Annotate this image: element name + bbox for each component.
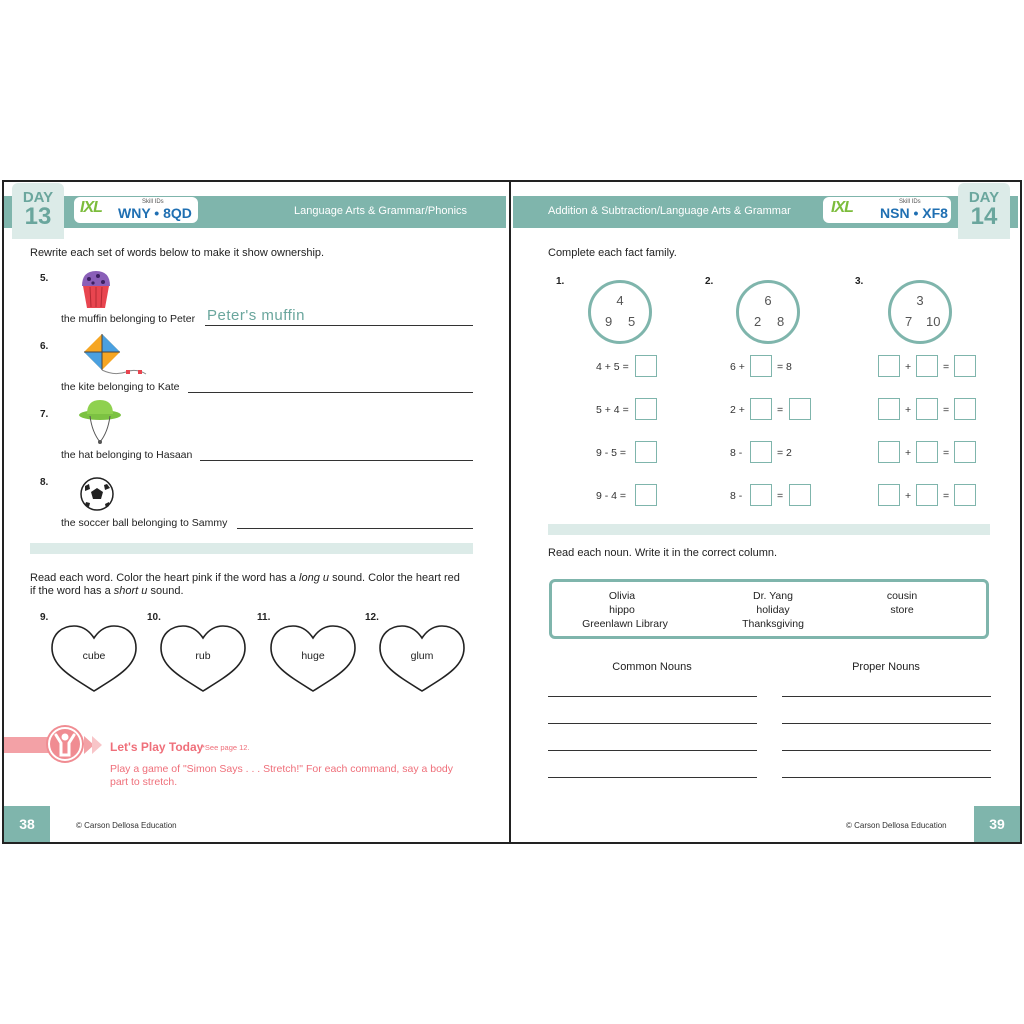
equals-sign: = <box>777 404 784 416</box>
equals-sign: = <box>943 447 950 459</box>
noun-word: store <box>890 604 914 616</box>
heart-instruction: Read each word. Color the heart pink if the word has a long u sound. Color the heart red if the word has a short u sound. <box>30 572 460 597</box>
book-spine <box>509 180 511 844</box>
page-number-left: 38 <box>4 806 50 842</box>
item-number: 8. <box>40 477 49 488</box>
item-label: the muffin belonging to Peter <box>61 313 196 325</box>
equation-text: 8 - <box>730 490 743 502</box>
copyright-right: © Carson Dellosa Education <box>846 821 947 830</box>
equals-sign: = <box>777 490 784 502</box>
day-label: DAY <box>968 189 1000 206</box>
family-number: 2. <box>705 276 714 287</box>
filled-answer: Peter's muffin <box>207 307 305 324</box>
noun-word: Greenlawn Library <box>582 618 668 630</box>
noun-word: holiday <box>756 604 790 616</box>
equation-text: 4 + 5 = <box>596 361 629 373</box>
answer-line[interactable] <box>205 325 473 326</box>
common-noun-line[interactable] <box>548 750 757 751</box>
equation-text: 9 - 4 = <box>596 490 627 502</box>
item-number: 6. <box>40 341 49 352</box>
equals-sign: = <box>943 361 950 373</box>
fact-left-number: 2 <box>754 314 762 329</box>
play-title: Let's Play Today <box>110 740 204 754</box>
equation-text: 8 - <box>730 447 743 459</box>
answer-box[interactable] <box>750 398 772 420</box>
ixl-skill-box[interactable] <box>74 197 198 223</box>
answer-box[interactable] <box>878 441 900 463</box>
skill-codes: WNY • 8QD <box>118 205 192 221</box>
answer-box[interactable] <box>789 484 811 506</box>
day-number: 13 <box>24 203 52 230</box>
day-label: DAY <box>22 189 54 206</box>
equals-sign: = <box>943 404 950 416</box>
heart-word: glum <box>410 650 434 662</box>
heart-word: rub <box>195 650 211 662</box>
section-title: Language Arts & Grammar/Phonics <box>294 205 468 217</box>
noun-word: Dr. Yang <box>753 590 793 602</box>
item-number: 5. <box>40 273 49 284</box>
proper-nouns-header: Proper Nouns <box>852 661 920 673</box>
item-label: the hat belonging to Hasaan <box>61 449 193 461</box>
possessive-instruction: Rewrite each set of words below to make it show ownership. <box>30 247 325 259</box>
common-noun-line[interactable] <box>548 777 757 778</box>
stretch-person-icon <box>46 725 84 763</box>
fact-left-number: 7 <box>905 314 913 329</box>
day-14-tab <box>958 183 1010 239</box>
heart-number: 12. <box>365 612 379 623</box>
noun-word: hippo <box>609 604 635 616</box>
ixl-logo: IXL <box>80 199 102 216</box>
equation-text: 9 - 5 = <box>596 447 627 459</box>
equation-text: 5 + 4 = <box>596 404 629 416</box>
common-nouns-header: Common Nouns <box>612 661 692 673</box>
heart-number: 9. <box>40 612 49 623</box>
fact-circle <box>588 280 652 344</box>
heart-word: cube <box>82 650 106 662</box>
heart-number: 11. <box>257 612 271 623</box>
proper-noun-line[interactable] <box>782 750 991 751</box>
item-label: the soccer ball belonging to Sammy <box>61 517 228 529</box>
fact-top-number: 6 <box>764 293 772 308</box>
noun-word: Olivia <box>608 590 636 602</box>
fact-right-number: 8 <box>777 314 785 329</box>
answer-line[interactable] <box>188 392 473 393</box>
answer-box[interactable] <box>916 484 938 506</box>
answer-box[interactable] <box>878 398 900 420</box>
ixl-skill-box[interactable] <box>823 197 951 223</box>
skill-ids-label: Skill IDs <box>899 199 921 205</box>
section-divider <box>548 524 990 535</box>
answer-box[interactable] <box>916 441 938 463</box>
page-number-right: 39 <box>974 806 1020 842</box>
answer-box[interactable] <box>635 441 657 463</box>
equation-text: 2 + <box>730 404 745 416</box>
equation-text: = 2 <box>777 447 792 459</box>
play-icon-circle <box>46 725 84 763</box>
skill-codes: NSN • XF8 <box>880 205 948 221</box>
skill-ids-label: Skill IDs <box>142 199 164 205</box>
day-number: 14 <box>970 203 998 230</box>
muffin-icon <box>76 268 116 310</box>
fact-top-number: 3 <box>916 293 924 308</box>
answer-box[interactable] <box>750 355 772 377</box>
copyright-left: © Carson Dellosa Education <box>76 821 177 830</box>
proper-noun-line[interactable] <box>782 723 991 724</box>
item-label: the kite belonging to Kate <box>61 381 180 393</box>
answer-box[interactable] <box>954 355 976 377</box>
play-text: Play a game of "Simon Says . . . Stretch!" For each command, say a body part to stretch. <box>110 763 454 788</box>
play-note: *See page 12. <box>202 743 250 752</box>
plus-sign: + <box>905 490 912 502</box>
common-noun-line[interactable] <box>548 723 757 724</box>
fact-family-instruction: Complete each fact family. <box>548 247 677 259</box>
equation-text: = 8 <box>777 361 792 373</box>
equation-text: 6 + <box>730 361 745 373</box>
plus-sign: + <box>905 361 912 373</box>
answer-box[interactable] <box>635 355 657 377</box>
hat-icon <box>78 398 122 448</box>
heart-word: huge <box>301 650 325 662</box>
play-arrow-icon <box>84 736 102 754</box>
answer-line[interactable] <box>200 460 473 461</box>
family-number: 1. <box>556 276 565 287</box>
family-number: 3. <box>855 276 864 287</box>
equals-sign: = <box>943 490 950 502</box>
day-13-tab <box>12 183 64 239</box>
kite-icon <box>80 332 152 380</box>
answer-box[interactable] <box>635 398 657 420</box>
answer-line[interactable] <box>237 528 473 529</box>
noun-instruction: Read each noun. Write it in the correct column. <box>548 547 778 559</box>
answer-box[interactable] <box>954 398 976 420</box>
noun-word: cousin <box>886 590 918 602</box>
ixl-logo: IXL <box>831 199 853 216</box>
play-banner <box>4 737 52 753</box>
fact-left-number: 9 <box>605 314 613 329</box>
section-divider <box>30 543 473 554</box>
section-title: Addition & Subtraction/Language Arts & Grammar <box>548 205 791 217</box>
proper-noun-line[interactable] <box>782 777 991 778</box>
fact-right-number: 5 <box>628 314 636 329</box>
common-noun-line[interactable] <box>548 696 757 697</box>
answer-box[interactable] <box>750 441 772 463</box>
answer-box[interactable] <box>916 398 938 420</box>
soccer-ball-icon <box>79 476 115 512</box>
noun-word: Thanksgiving <box>742 618 804 630</box>
answer-box[interactable] <box>635 484 657 506</box>
answer-box[interactable] <box>954 441 976 463</box>
proper-noun-line[interactable] <box>782 696 991 697</box>
answer-box[interactable] <box>878 484 900 506</box>
answer-box[interactable] <box>789 398 811 420</box>
heart-number: 10. <box>147 612 161 623</box>
fact-circle <box>736 280 800 344</box>
plus-sign: + <box>905 447 912 459</box>
answer-box[interactable] <box>878 355 900 377</box>
answer-box[interactable] <box>954 484 976 506</box>
fact-top-number: 4 <box>616 293 624 308</box>
answer-box[interactable] <box>750 484 772 506</box>
answer-box[interactable] <box>916 355 938 377</box>
plus-sign: + <box>905 404 912 416</box>
fact-circle <box>888 280 952 344</box>
fact-right-number: 10 <box>926 314 941 329</box>
item-number: 7. <box>40 409 49 420</box>
